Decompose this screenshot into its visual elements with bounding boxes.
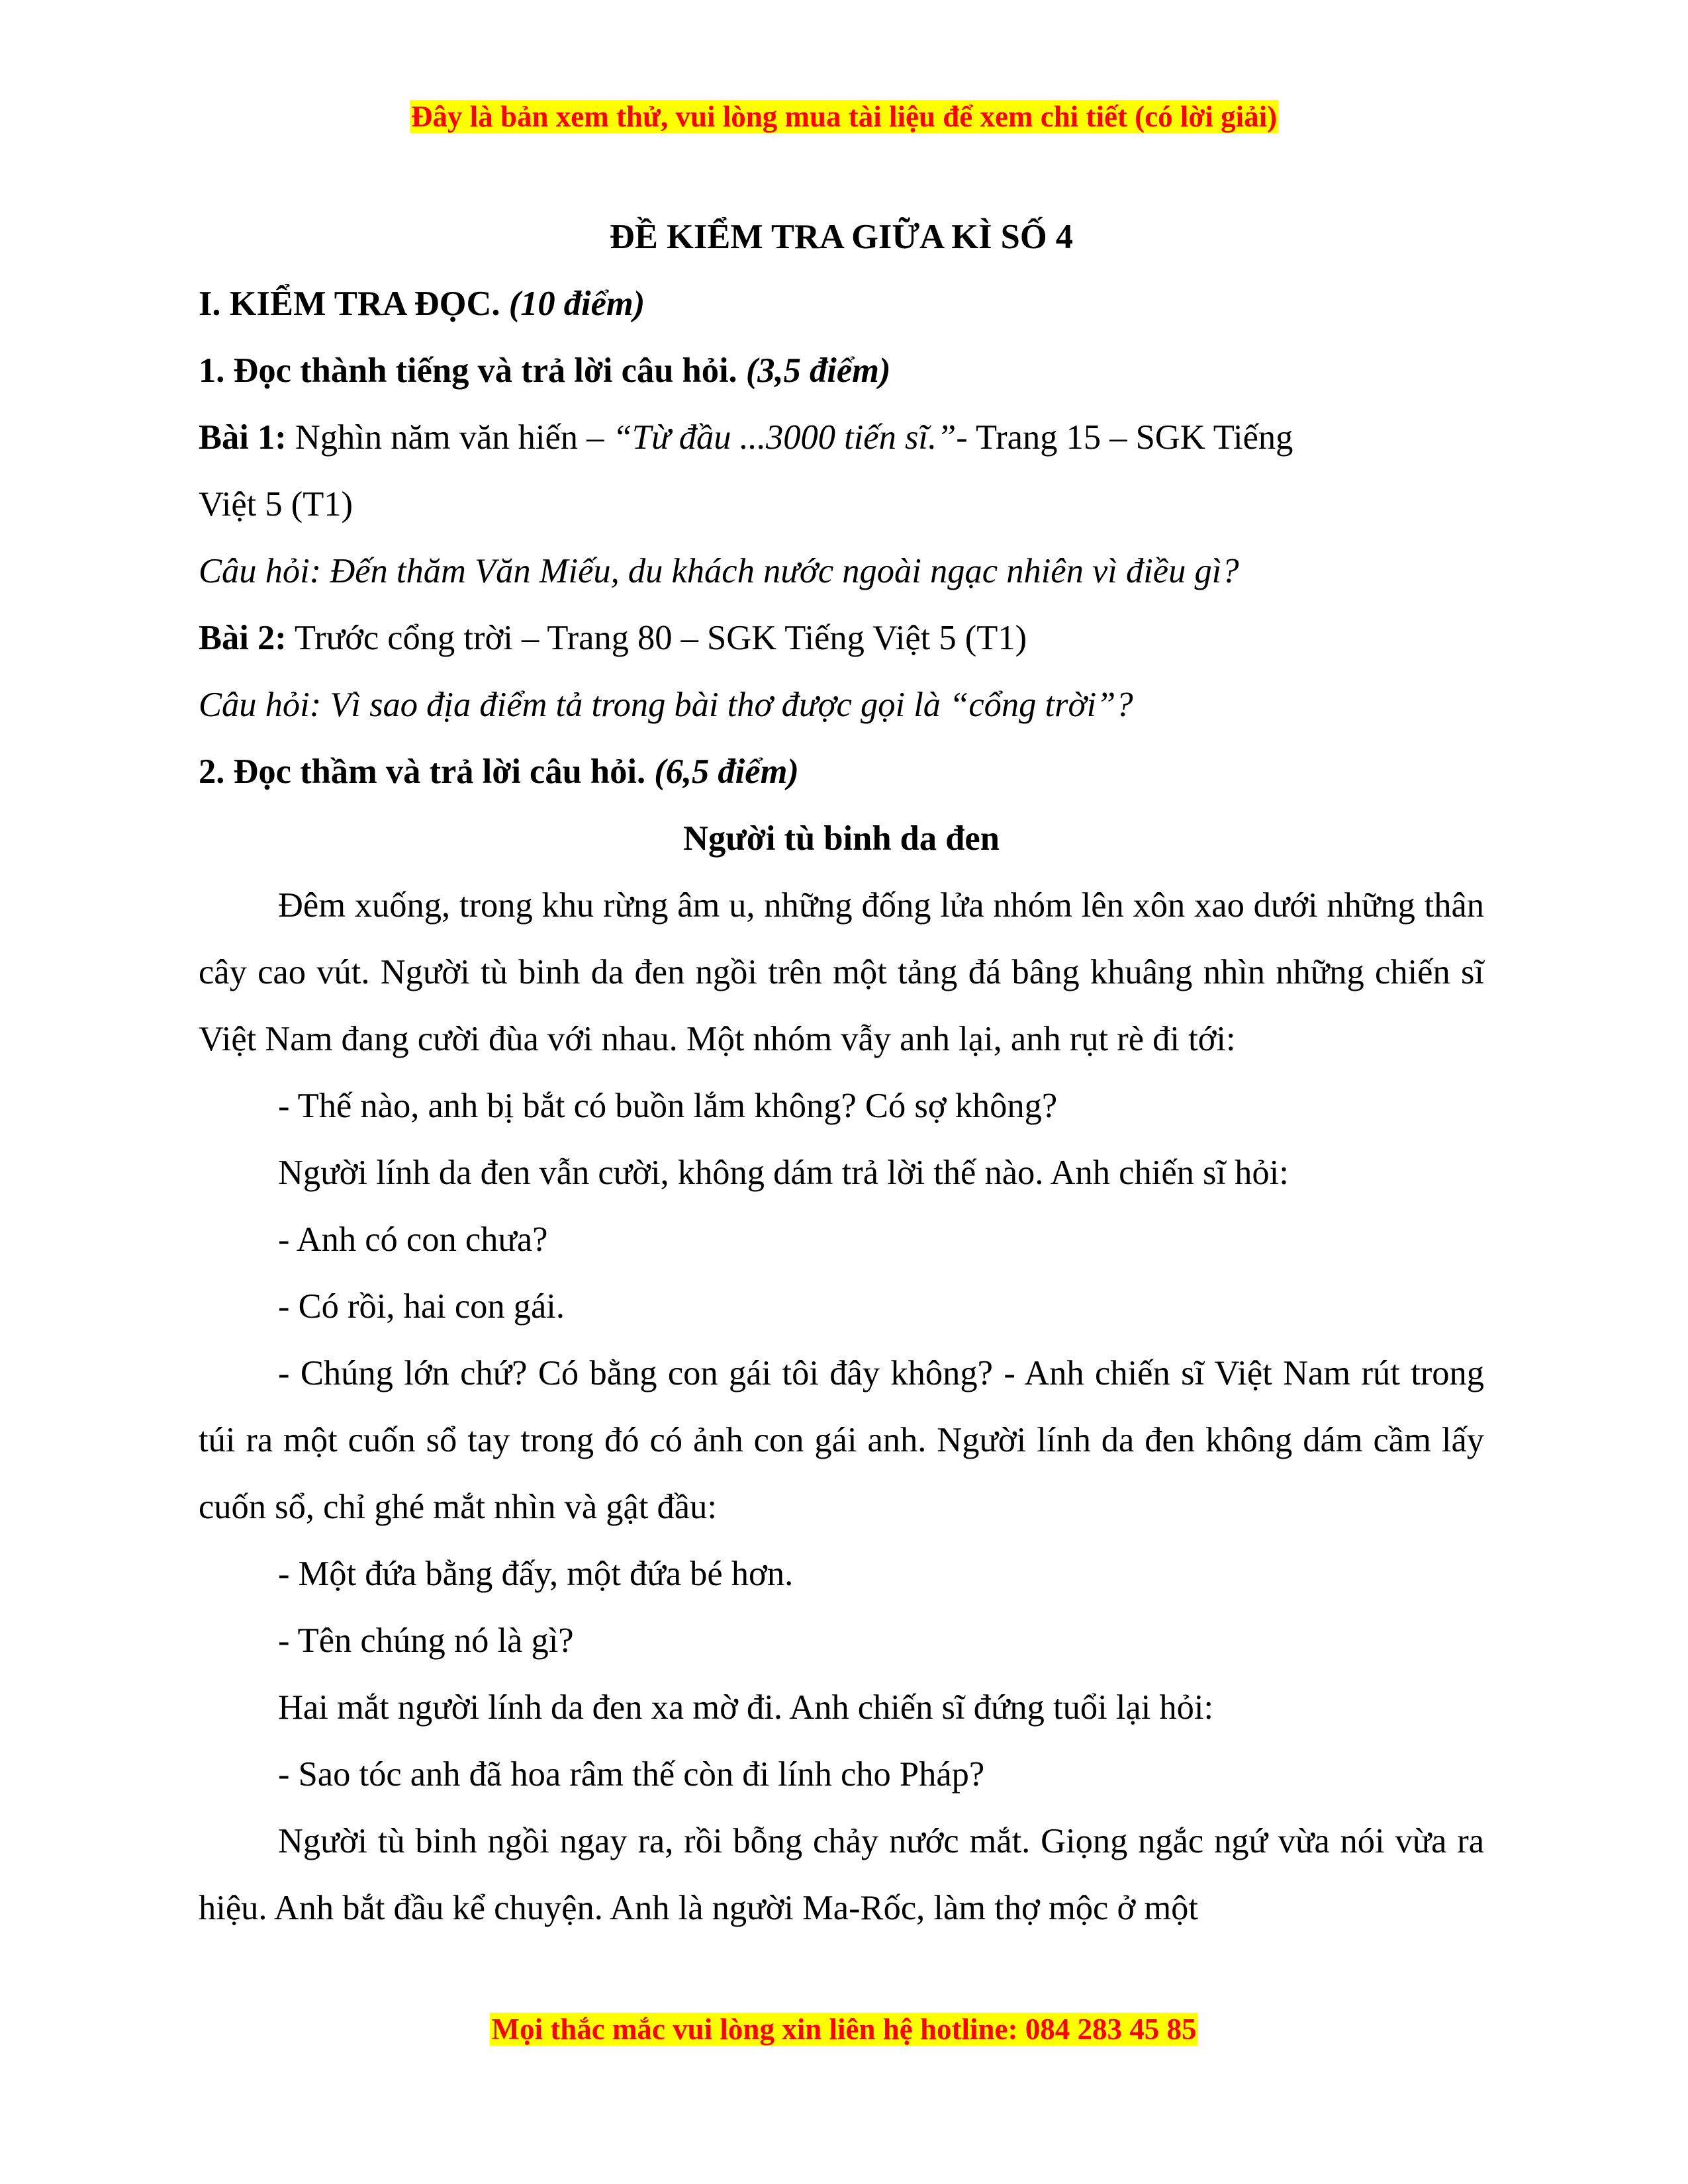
story-line: - Anh có con chưa? (278, 1220, 548, 1259)
bai1-text-b: - Trang 15 – SGK Tiếng (956, 418, 1293, 457)
bai1-quote: “Từ đầu ...3000 tiến sĩ.” (612, 418, 957, 457)
story-paragraph-1 (199, 872, 1484, 1073)
story-p3-line: Người tù binh ngồi ngay ra, rồi bỗng chảy nước mắt. Giọng ngắc ngứ vừa nói (278, 1822, 1385, 1860)
story-p1-line: rụt rè đi tới: (1069, 1020, 1236, 1058)
part1-points: (3,5 điểm) (745, 351, 891, 390)
hotline-notice-text: Mọi thắc mắc vui lòng xin liên hệ hotline: 084 283 45 85 (491, 2013, 1197, 2046)
bai2-label: Bài 2: (199, 619, 287, 657)
story-line: - Thế nào, anh bị bắt có buồn lắm không? Có sợ không? (278, 1087, 1058, 1125)
section-heading (199, 271, 1484, 338)
story-paragraph-3 (199, 1808, 1484, 1942)
story-line: Hai mắt người lính da đen xa mờ đi. Anh chiến sĩ đứng tuổi lại hỏi: (278, 1688, 1214, 1727)
section-points: (10 điểm) (508, 285, 645, 323)
bai1-paragraph (199, 404, 1484, 538)
question-2: Câu hỏi: Vì sao địa điểm tả trong bài thơ được gọi là “cổng trời”? (199, 686, 1133, 724)
section-label: I. KIỂM TRA ĐỌC. (199, 285, 500, 323)
story-line: - Có rồi, hai con gái. (278, 1287, 565, 1326)
bai1-text-c: Việt 5 (T1) (199, 485, 353, 523)
story-p1-line: nhìn những chiến sĩ Việt Nam đang cười đùa với nhau. Một nhóm vẫy anh lại, anh (199, 953, 1485, 1058)
story-p3-line: vừa ra hiệu. Anh bắt đầu kể chuyện. Anh là người Ma-Rốc, làm thợ mộc ở một (199, 1822, 1485, 1927)
story-p2-line: rút trong túi ra một cuốn sổ tay trong đó có ảnh con gái anh. Người lính da đen (199, 1354, 1485, 1459)
document-body (199, 204, 1484, 1942)
story-line: - Sao tóc anh đã hoa râm thế còn đi lính cho Pháp? (278, 1755, 985, 1794)
story-p1-line: Đêm xuống, trong khu rừng âm u, những đống lửa nhóm lên xôn xao dưới (278, 886, 1318, 925)
part2-points: (6,5 điểm) (654, 752, 799, 791)
part1-label: 1. Đọc thành tiếng và trả lời câu hỏi. (199, 351, 737, 390)
bai1-text-a: Nghìn năm văn hiến – (295, 418, 604, 457)
preview-notice-text: Đây là bản xem thử, vui lòng mua tài liệu để xem chi tiết (có lời giải) (410, 100, 1278, 133)
part2-heading (199, 739, 1484, 805)
bai1-label: Bài 1: (199, 418, 287, 457)
story-p1-line: những thân cây cao vút. Người tù binh da đen ngồi trên một tảng đá bâng khuâng (199, 886, 1485, 991)
bai2-text: Trước cổng trời – Trang 80 – SGK Tiếng Việt 5 (T1) (294, 619, 1027, 657)
story-p2-line: không dám cầm lấy cuốn sổ, chỉ ghé mắt nhìn và gật đầu: (199, 1421, 1485, 1526)
hotline-notice-banner (0, 2009, 1688, 2049)
story-p2-line: - Chúng lớn chứ? Có bằng con gái tôi đây không? - Anh chiến sĩ Việt Nam (278, 1354, 1351, 1392)
question-1: Câu hỏi: Đến thăm Văn Miếu, du khách nước ngoài ngạc nhiên vì điều gì? (199, 552, 1239, 590)
story-paragraph-2 (199, 1340, 1484, 1541)
page-title: ĐỀ KIỂM TRA GIỮA KÌ SỐ 4 (609, 218, 1074, 256)
part2-label: 2. Đọc thầm và trả lời câu hỏi. (199, 752, 646, 791)
bai2-line (199, 605, 1484, 672)
part1-heading (199, 338, 1484, 404)
preview-notice-banner (0, 97, 1688, 136)
story-line: - Một đứa bằng đấy, một đứa bé hơn. (278, 1555, 794, 1593)
story-title: Người tù binh da đen (683, 819, 1000, 858)
story-line: Người lính da đen vẫn cười, không dám trả lời thế nào. Anh chiến sĩ hỏi: (278, 1154, 1289, 1192)
story-line: - Tên chúng nó là gì? (278, 1621, 574, 1660)
